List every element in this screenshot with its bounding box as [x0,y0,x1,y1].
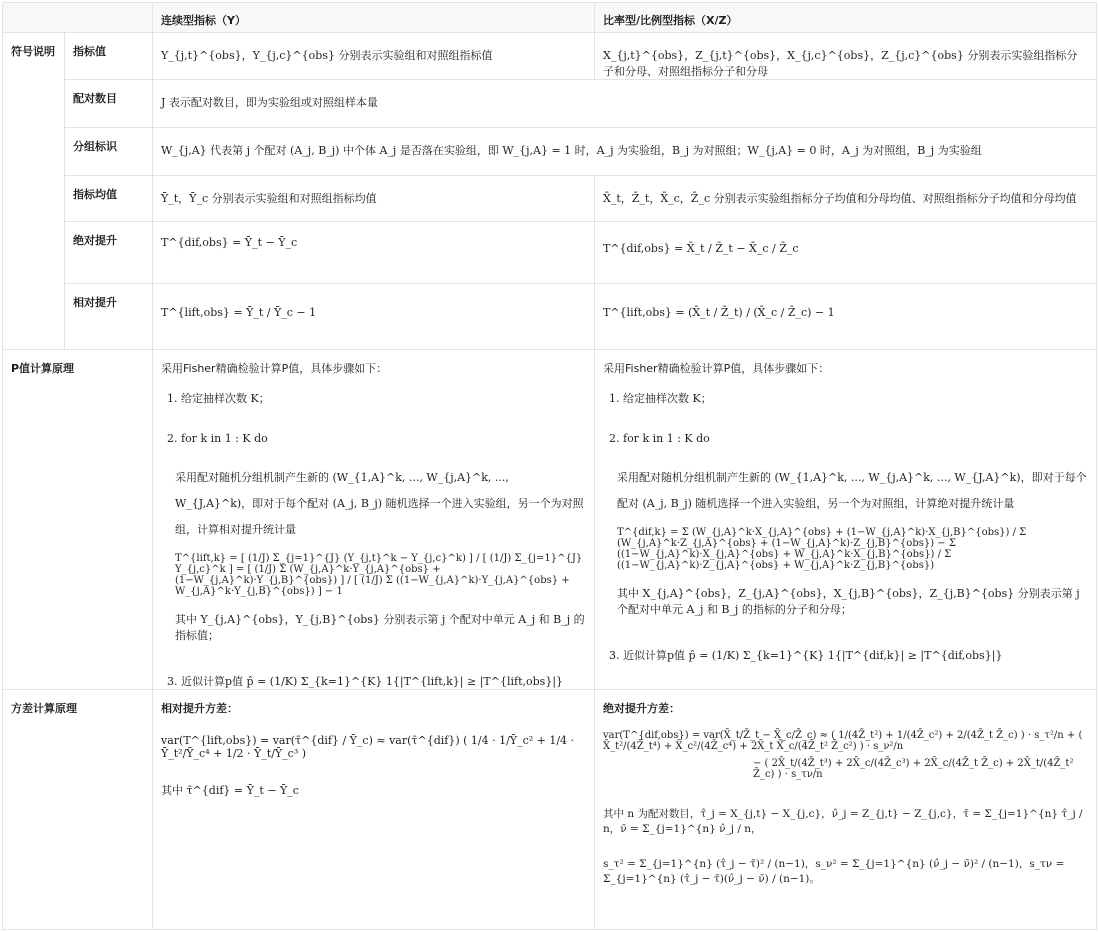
row-variance [3,690,1097,930]
sub-label: 配对数目 [65,80,153,128]
cell-formula: T^{lift,obs} = (X̄_t / Z̄_t) / (X̄_c / Z̄_c) − 1 [595,284,1097,350]
variance-continuous [153,690,595,930]
variance-note-2: s_τ² = Σ_{j=1}^{n} (τ̂_j − τ̄)² / (n−1)，s_ν² = Σ_{j=1}^{n} (ν̂_j − ν̄)² / (n−1)，s_τν = Σ_{j=1}^{n} (τ̂_j − τ̄)(ν̂_j − ν̄) / (n−1)。 [603,858,1065,885]
row-relative-lift [3,284,1097,350]
row-indicator-value [3,33,1097,80]
cell-text: W_{j,A} 代表第 j 个配对 (A_j, B_j) 中个体 A_j 是否落在实验组，即 W_{j,A} = 1 时，A_j 为实验组，B_j 为对照组；W_{j,A} = 0 时，A_j 为对照组，B_j 为实验组 [153,128,1097,176]
pvalue-desc: 采用配对随机分组机制产生新的 (W_{1,A}^k, ..., W_{j,A}^k, ..., W_{J,A}^k)，即对于每个配对 (A_j, B_j) 随机选择一个进入实验组，另一个为对照组，计算绝对提升统计量 [617,471,1087,510]
sub-label: 相对提升 [65,284,153,350]
pvalue-step1: 1. 给定抽样次数 K； [609,392,712,405]
pvalue-step2: 2. for k in 1 : K do [167,432,268,445]
pvalue-step3: 3. 近似计算p值 p̂ = (1/K) Σ_{k=1}^{K} 1{|T^{dif,k}| ≥ |T^{dif,obs}|} [609,649,1003,662]
cell-formula: T^{lift,obs} = Ȳ_t / Ȳ_c − 1 [153,284,595,350]
row-pvalue [3,350,1097,690]
section-pvalue: P值计算原理 [3,350,153,690]
pvalue-note: 其中 X_{j,A}^{obs}，Z_{j,A}^{obs}，X_{j,B}^{obs}，Z_{j,B}^{obs} 分别表示第 j 个配对中单元 A_j 和 B_j 的指标的分子和分母； [617,587,1080,616]
pvalue-intro: 采用Fisher精确检验计算P值，具体步骤如下： [603,362,830,375]
cell-text: Ȳ_t，Ȳ_c 分别表示实验组和对照组指标均值 [153,176,595,222]
cell-formula: T^{dif,obs} = X̄_t / Z̄_t − X̄_c / Z̄_c [595,222,1097,284]
variance-title: 绝对提升方差： [603,702,680,715]
section-variance: 方差计算原理 [3,690,153,930]
sub-label: 指标均值 [65,176,153,222]
row-indicator-mean [3,176,1097,222]
pvalue-step3: 3. 近似计算p值 p̂ = (1/K) Σ_{k=1}^{K} 1{|T^{lift,k}| ≥ |T^{lift,obs}|} [167,675,564,688]
pvalue-continuous [153,350,595,690]
cell-text: X̄_t，Z̄_t，X̄_c，Z̄_c 分别表示实验组指标分子均值和分母均值、对照组指标分子均值和分母均值 [595,176,1097,222]
variance-ratio [595,690,1097,930]
pvalue-desc: 采用配对随机分组机制产生新的 (W_{1,A}^k, ..., W_{j,A}^k, ..., W_{J,A}^k)，即对于每个配对 (A_j, B_j) 随机选择一个进入实验组，另一个为对照组，计算相对提升统计量 [175,471,584,536]
header-continuous: 连续型指标（Y） [153,3,595,33]
pvalue-formula: T^{dif,k} = Σ (W_{j,A}^k·X_{j,A}^{obs} + (1−W_{j,A}^k)·X_{j,B}^{obs}) / Σ (W_{j,A}^k·Z_{j,A}^{obs} + (1−W_{j,A}^k)·Z_{j,B}^{obs}) − Σ ((1−W_{j,A}^k)·X_{j,A}^{obs} + W_{j,A}^k·X_{j,B}^{obs}) / Σ ((1−W_{j,A}^k)·Z_{j,A}^{obs} + W_{j,A}^k·Z_{j,B}^{obs}) [617,527,1027,571]
pvalue-step2: 2. for k in 1 : K do [609,432,710,445]
cell-text: J 表示配对数目，即为实验组或对照组样本量 [153,80,1097,128]
variance-formula-2: − ( 2X̄_t/(4Z̄_t³) + 2X̄_c/(4Z̄_c³) + 2X̄_c/(4Z̄_t Z̄_c) + 2X̄_t/(4Z̄_t² Z̄_c) ) · s_τν/n [753,758,1074,780]
cell-text: X_{j,t}^{obs}，Z_{j,t}^{obs}，X_{j,c}^{obs}，Z_{j,c}^{obs} 分别表示实验组指标分子和分母、对照组指标分子和分母 [595,33,1097,80]
sub-label: 指标值 [65,33,153,80]
variance-formula: var(T^{lift,obs}) = var(τ̄^{dif} / Ȳ_c) ≈ var(τ̄^{dif}) ( 1/4 · 1/Ȳ_c² + 1/4 · Ȳ_t²/Ȳ_c⁴ + 1/2 · Ȳ_t/Ȳ_c³ ) [161,734,575,760]
variance-title: 相对提升方差： [161,702,238,715]
row-group-flag [3,128,1097,176]
pvalue-formula: T^{lift,k} = [ (1/J) Σ_{j=1}^{J} (Y_{j,t}^k − Y_{j,c}^k) ] / [ (1/J) Σ_{j=1}^{J} Y_{j,c}^k ] = [ (1/J) Σ (W_{j,A}^k·Y_{j,A}^{obs} + (1−W_{j,A}^k)·Y_{j,B}^{obs}) ] / [ (1/J) Σ ((1−W_{j,A}^k)·Y_{j,A}^{obs} + W_{j,A}^k·Y_{j,B}^{obs}) ] − 1 [175,553,583,597]
header-ratio: 比率型/比例型指标（X/Z） [595,3,1097,33]
metrics-table [2,2,1097,930]
cell-formula: T^{dif,obs} = Ȳ_t − Ȳ_c [153,222,595,284]
pvalue-note: 其中 Y_{j,A}^{obs}，Y_{j,B}^{obs} 分别表示第 j 个配对中单元 A_j 和 B_j 的指标值； [175,613,585,642]
cell-text: Y_{j,t}^{obs}，Y_{j,c}^{obs} 分别表示实验组和对照组指标值 [153,33,595,80]
row-absolute-lift [3,222,1097,284]
pvalue-intro: 采用Fisher精确检验计算P值，具体步骤如下： [161,362,388,375]
variance-formula-1: var(T^{dif,obs}) = var(X̄_t/Z̄_t − X̄_c/Z̄_c) ≈ ( 1/(4Z̄_t²) + 1/(4Z̄_c²) + 2/(4Z̄_t Z̄_c) ) · s_τ²/n + ( X̄_t²/(4Z̄_t⁴) + X̄_c²/(4Z̄_c⁴) + 2X̄_t X̄_c/(4Z̄_t² Z̄_c²) ) · s_ν²/n [603,730,1083,752]
pvalue-step1: 1. 给定抽样次数 K； [167,392,270,405]
pvalue-ratio [595,350,1097,690]
row-pair-count [3,80,1097,128]
header-row [3,3,1097,33]
variance-note: 其中 τ̄^{dif} = Ȳ_t − Ȳ_c [161,784,299,797]
section-symbols: 符号说明 [3,33,65,350]
sub-label: 绝对提升 [65,222,153,284]
header-corner [3,3,153,33]
sub-label: 分组标识 [65,128,153,176]
variance-note-1: 其中 n 为配对数目，τ̂_j = X_{j,t} − X_{j,c}，ν̂_j = Z_{j,t} − Z_{j,c}，τ̄ = Σ_{j=1}^{n} τ̂_j / n，ν̄ = Σ_{j=1}^{n} ν̂_j / n， [603,808,1083,835]
